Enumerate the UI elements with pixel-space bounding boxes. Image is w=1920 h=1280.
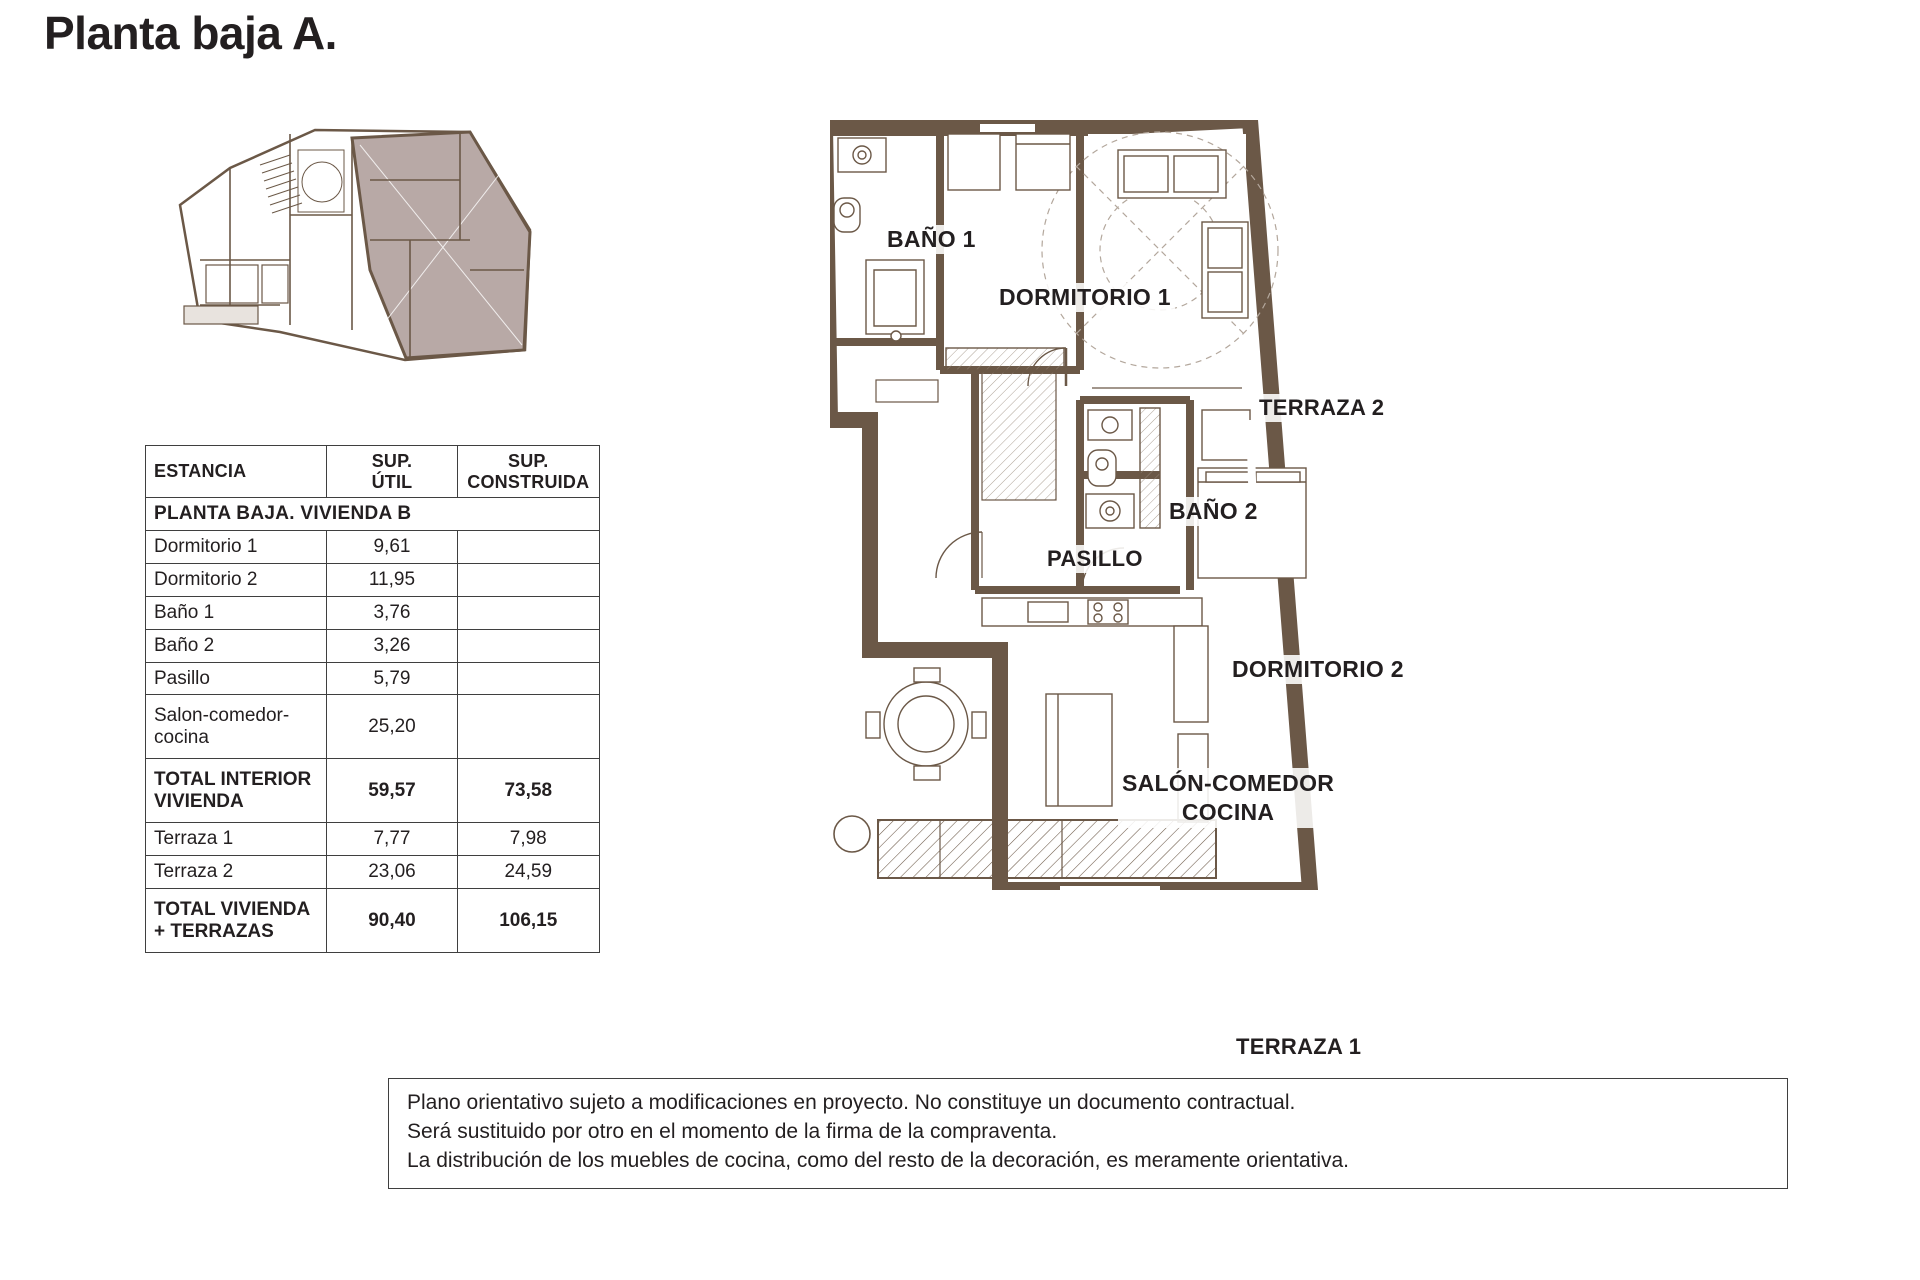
- table-row: [146, 596, 600, 629]
- row-util: 59,57: [327, 759, 457, 823]
- row-util: 7,77: [327, 823, 457, 856]
- row-construida: [457, 596, 599, 629]
- table-row-total-interior: [146, 759, 600, 823]
- row-util: 3,26: [327, 629, 457, 662]
- label-bano-1-text: BAÑO 1: [887, 226, 976, 252]
- th-estancia: ESTANCIA: [146, 446, 327, 498]
- row-name: Pasillo: [146, 662, 327, 695]
- row-util: 9,61: [327, 531, 457, 564]
- row-name: Baño 2: [146, 629, 327, 662]
- row-util: 5,79: [327, 662, 457, 695]
- table-section-row: [146, 498, 600, 531]
- label-pasillo-text: PASILLO: [1047, 546, 1143, 571]
- row-util: 23,06: [327, 856, 457, 889]
- row-construida: 106,15: [457, 889, 599, 953]
- disclaimer-box: [388, 1078, 1788, 1189]
- table-row: [146, 856, 600, 889]
- label-salon-line2: COCINA: [1181, 798, 1275, 825]
- label-dormitorio-2: [1228, 655, 1408, 684]
- th-sup-util-l1: SUP.: [371, 451, 413, 471]
- th-sup-construida-l2: CONSTRUIDA: [467, 471, 590, 492]
- label-terraza-1-text: TERRAZA 1: [1236, 1034, 1362, 1059]
- table-row-total-terrazas: [146, 889, 600, 953]
- row-util: 11,95: [327, 564, 457, 597]
- label-pasillo: [1043, 545, 1147, 573]
- label-terraza-1: [1232, 1033, 1365, 1061]
- table-row: [146, 823, 600, 856]
- label-salon-line1: SALÓN-COMEDOR: [1122, 770, 1335, 796]
- page-title: Planta baja A.: [44, 7, 337, 59]
- th-sup-construida-l1: SUP.: [508, 451, 549, 471]
- table-row: [146, 629, 600, 662]
- table-row: [146, 531, 600, 564]
- bano-2-fixtures: [1086, 408, 1160, 528]
- th-sup-util-l2: ÚTIL: [371, 471, 413, 492]
- table-row: [146, 564, 600, 597]
- row-name: Dormitorio 2: [146, 564, 327, 597]
- key-plan-diagram: [170, 120, 550, 370]
- row-name: Terraza 2: [146, 856, 327, 889]
- row-construida: 24,59: [457, 856, 599, 889]
- table-row: [146, 662, 600, 695]
- row-construida: [457, 564, 599, 597]
- row-name: Baño 1: [146, 596, 327, 629]
- dormitorio-1-furniture: [946, 134, 1070, 386]
- row-construida: [457, 662, 599, 695]
- th-sup-util: [327, 446, 457, 498]
- row-construida: 7,98: [457, 823, 599, 856]
- row-name: TOTAL INTERIOR VIVIENDA: [146, 759, 327, 823]
- row-name: Dormitorio 1: [146, 531, 327, 564]
- disclaimer-line-2: Será sustituido por otro en el momento de la firma de la compraventa.: [407, 1119, 1058, 1143]
- row-name: TOTAL VIVIENDA + TERRAZAS: [146, 889, 327, 953]
- row-util: 90,40: [327, 889, 457, 953]
- label-terraza-2-text: TERRAZA 2: [1259, 395, 1385, 420]
- row-name: Terraza 1: [146, 823, 327, 856]
- row-construida: [457, 695, 599, 759]
- label-salon-comedor-cocina: [1118, 768, 1338, 828]
- row-construida: [457, 629, 599, 662]
- pasillo-elements: [876, 372, 1056, 578]
- label-bano-2: [1165, 497, 1262, 526]
- label-bano-1: [883, 225, 980, 254]
- label-dormitorio-1-text: DORMITORIO 1: [999, 284, 1171, 310]
- th-sup-construida: [457, 446, 599, 498]
- disclaimer-line-1: Plano orientativo sujeto a modificaciones en proyecto. No constituye un documento contractual.: [407, 1091, 1296, 1114]
- disclaimer-line-3: La distribución de los muebles de cocina, como del resto de la decoración, es meramente orientativa.: [407, 1148, 1350, 1172]
- row-util: 25,20: [327, 695, 457, 759]
- table-header-row: [146, 446, 600, 498]
- row-util: 3,76: [327, 596, 457, 629]
- label-dormitorio-1: [995, 283, 1175, 312]
- areas-table: [145, 445, 600, 953]
- label-bano-2-text: BAÑO 2: [1169, 498, 1258, 524]
- label-dormitorio-2-text: DORMITORIO 2: [1232, 656, 1404, 682]
- row-construida: 73,58: [457, 759, 599, 823]
- section-label: PLANTA BAJA. VIVIENDA B: [146, 498, 600, 531]
- row-name: Salon-comedor-cocina: [146, 695, 327, 759]
- table-row: [146, 695, 600, 759]
- label-terraza-2: [1255, 394, 1388, 422]
- row-construida: [457, 531, 599, 564]
